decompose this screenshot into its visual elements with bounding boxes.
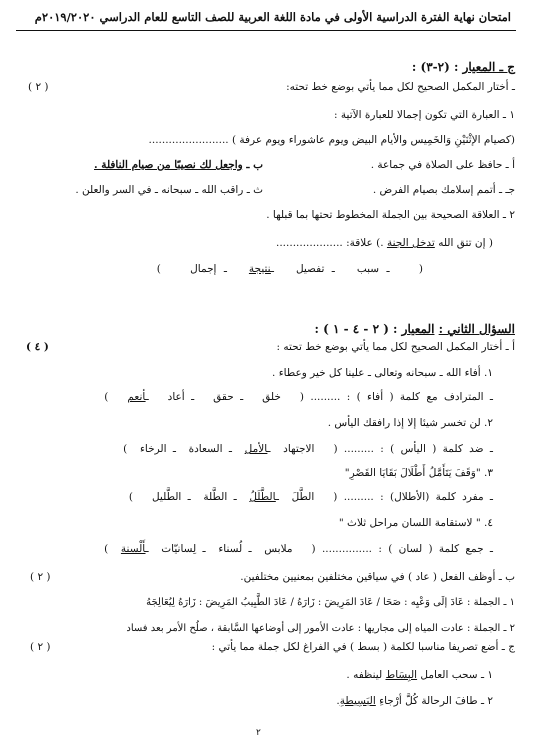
question2-heading: السؤال الثاني : المعيار : ( ٢ - ٤ - ١ ) : [314,322,515,336]
section-c-instruction: ـ أختار المكمل الصحيح لكل مما يأتي بوضع خط تحته: [286,81,515,93]
q1-answer: واجعل لك نصيبًا من صيام النافلة . [94,159,243,171]
page-number: ٢ [256,728,261,738]
part-c-instruction: ج ـ أضع تصريفا مناسبا لكلمة ( بسط ) في الفراغ لكل جملة مما يأتي : [211,641,515,653]
q2-answer: نتيجة [248,263,271,275]
q2-quote: ( إن تتق الله تدخل الجنة .) علاقة: .................... [276,237,493,249]
q1-option-b: ب ـ واجعل لك نصيبًا من صيام النافلة . [94,159,263,171]
part-b-sentence2: ٢ ـ الجملة : عادت المياه إلى مجاريها : عادت الأمور إلى أوضاعها السَّابقة ، صلُح الأمر بعد فساد [126,623,515,634]
q2-stem: ٢ ـ العلاقة الصحيحة بين الجملة المخطوط تحتها بما قبلها . [266,209,515,221]
question2-marks: ( ٤ ) [26,341,49,353]
part-c-answer2: البَسِيطةِ [339,695,376,707]
q2-item4-sentence: ٤. " لاستقامة اللسان مراحل ثلاث " [338,517,493,529]
q2-item1-sentence: ١. أفاء الله ـ سبحانه وتعالى ـ علينا كل خير وعطاء . [272,367,493,379]
part-b-instruction: ب ـ أوظف الفعل ( عاد ) في سياقين مختلفين بمعنيين مختلفين. [240,571,515,583]
part-b-marks: ( ٢ ) [30,571,51,583]
q2-item3-prompt: ـ مفرد كلمة (الأطلال) : ......... ( الطَّلَ ـالطَّلَلُ ـ الطَّلة ـ الطَّليل ) [128,491,493,503]
q2-item2-prompt: ـ ضد كلمة ( اليأس ) : ......... ( الاجتهاد ـالأمل ـ السعادة ـ الرخاء ) [123,443,493,455]
q1-option-d: ث ـ راقب الله ـ سبحانه ـ في السر والعلن . [75,184,263,196]
q1-option-a: أ ـ حافظ على الصلاة في جماعة . [370,159,515,171]
q1-option-c: جـ ـ أتمم إسلامك بصيام الفرض . [372,184,515,196]
q2-item4-answer: أَلْسنة [120,543,146,555]
q1-stem: ١ ـ العبارة التي تكون إجمالا للعبارة الآتية : [334,109,515,121]
question2-instruction: أ ـ أختار المكمل الصحيح لكل مما يأتي بوضع خط تحته : [276,341,515,353]
q2-underlined-phrase: تدخل الجنة [386,237,435,249]
part-c-sentence2: ٢ ـ طافَ الرحالة كُلَّ أرْجاءِ البَسِيطةِ. [336,695,493,707]
section-c-marks: ( ٢ ) [28,81,49,93]
q2-item4-prompt: ـ جمع كلمة ( لسان ) : ............... ( ملابس ـ لُسناء ـ لِسانيّات ـأَلْسنة ) [104,543,493,555]
title-underline [16,30,516,31]
section-c-heading: ج ـ المعيار : (٢-٣) : [411,60,515,74]
part-c-marks: ( ٢ ) [30,641,51,653]
q2-item3-sentence: ٣. "وَقَفَ يَتَأَمَّلُ أَطْلَالَ بَقَايَا القَصْرِ" [344,467,493,479]
q2-item1-prompt: ـ المترادف مع كلمة ( أفاء ) : ......... ( خلق ـ حقق ـ أعاد ـأنعم ) [104,391,493,403]
q2-item1-answer: أنعم [127,391,146,403]
q2-options: ( ـ سبب ـ تفصيل ـنتيجة ـ إجمال ) [156,263,423,275]
q2-item3-answer: الطَّلَلُ [249,491,276,503]
q2-item2-sentence: ٢. لن تخسر شيئا إلا إذا رافقك اليأس . [327,417,493,429]
q1-quote: (كصيام الإثْنَيْنِ وَالخَمِيس والأيام البيض ويوم عاشوراء ويوم عرفة ) ........................ [148,134,515,146]
q2-item2-answer: الأمل [244,443,268,455]
exam-title: امتحان نهاية الفترة الدراسية الأولى في مادة اللغة العربية للصف التاسع للعام الدراسي ٢٠١٩/٢٠٢٠م [34,10,511,24]
part-b-sentence1: ١ ـ الجملة : عَادَ إلَى وَعْيِه : صَحَا / عَادَ المَرِيضَ : زَارَهُ / عَادَ الطَّبِيبُ المَرِيضَ : زَارَهُ لِيُعَالِجَهُ [146,597,515,608]
part-c-sentence1: ١ ـ سحب العامل البِسَاط لينظفه . [346,669,493,681]
part-c-answer1: البِسَاط [385,669,418,681]
